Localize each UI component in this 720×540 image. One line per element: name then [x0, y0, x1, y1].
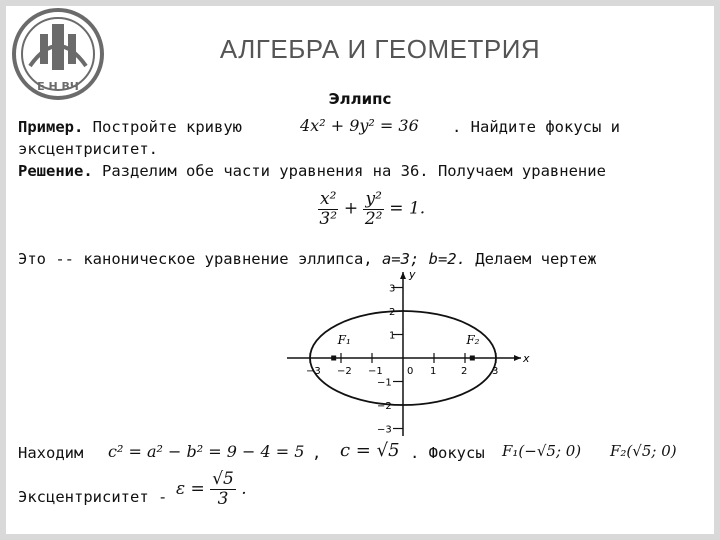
focus-f1-point: [331, 356, 336, 361]
plus-sign: +: [343, 198, 359, 219]
solution-text: Разделим обе части уравнения на 36. Получаем уравнение: [102, 162, 606, 180]
equation-rhs: = 1.: [389, 198, 426, 219]
statement-line: [18, 250, 597, 268]
focus-f1-label: F₁: [337, 333, 351, 347]
y-tick-label: −1: [377, 377, 392, 389]
statement-text-2: Делаем чертеж: [475, 250, 597, 268]
example-text: Постройте кривую: [92, 118, 242, 136]
focus-f2-point: [470, 356, 475, 361]
eccentricity-label: Эксцентриситет -: [18, 488, 168, 506]
focus-f1: F₁(−√5; 0): [502, 442, 582, 460]
y-tick-label: −2: [377, 401, 392, 412]
x-axis-label: x: [523, 352, 530, 365]
eccentricity-end: .: [241, 479, 247, 500]
eccentricity-denominator: 3: [217, 488, 229, 509]
y-tick-label: 2: [389, 307, 396, 318]
x-tick-label: 2: [461, 366, 468, 377]
y-tick-label: 1: [389, 330, 396, 342]
focus-f2: F₂(√5; 0): [610, 442, 677, 460]
example-label: Пример.: [18, 118, 84, 136]
findings-c2-expression: c² = a² − b² = 9 − 4 = 5: [108, 442, 305, 461]
fraction-y-numerator: y²: [365, 189, 382, 209]
ellipse-graph: [285, 268, 535, 438]
logo-bottom-text: Е Н ВЧ: [37, 80, 79, 93]
example-equation: 4x² + 9y² = 36: [300, 116, 419, 135]
example-text-2: . Найдите фокусы и: [452, 118, 620, 136]
x-tick-label: 1: [430, 366, 437, 377]
eccentricity-formula: [176, 470, 247, 508]
y-tick-label: −3: [377, 424, 392, 436]
x-tick-label: 3: [492, 366, 499, 377]
y-axis-arrow: [400, 272, 406, 279]
fraction-y: [363, 190, 383, 228]
findings-comma: ,: [312, 444, 322, 462]
fraction-x-denominator: 3²: [319, 208, 338, 229]
solution-label: Решение.: [18, 162, 93, 180]
fraction-x: [318, 190, 338, 228]
findings-label: Находим: [18, 444, 84, 462]
eccentricity-eps: ε =: [176, 479, 205, 500]
y-axis-label: y: [409, 268, 416, 281]
page-title: АЛГЕБРА И ГЕОМЕТРИЯ: [219, 34, 541, 64]
x-tick-label: 0: [407, 366, 414, 377]
x-axis-arrow: [514, 355, 521, 361]
findings-foci-label: . Фокусы: [410, 444, 485, 462]
solution-line: [18, 162, 606, 180]
eccentricity-fraction: [210, 470, 236, 508]
section-title: Эллипс: [328, 90, 392, 108]
example-text-3: эксцентриситет.: [18, 140, 158, 158]
findings-c-expression: c = √5: [340, 440, 400, 461]
y-tick-label: 3: [389, 283, 396, 295]
x-tick-label: −1: [368, 366, 383, 377]
statement-text: Это -- каноническое уравнение эллипса,: [18, 250, 373, 268]
canonical-equation: [318, 190, 425, 228]
fraction-y-denominator: 2²: [364, 208, 383, 229]
example-line: [18, 118, 242, 136]
x-tick-label: −2: [337, 366, 352, 377]
statement-params: a=3; b=2.: [381, 250, 466, 268]
x-tick-label: −3: [306, 366, 321, 377]
fraction-x-numerator: x²: [320, 189, 337, 209]
focus-f2-label: F₂: [466, 333, 480, 347]
eccentricity-numerator: √5: [212, 469, 234, 489]
